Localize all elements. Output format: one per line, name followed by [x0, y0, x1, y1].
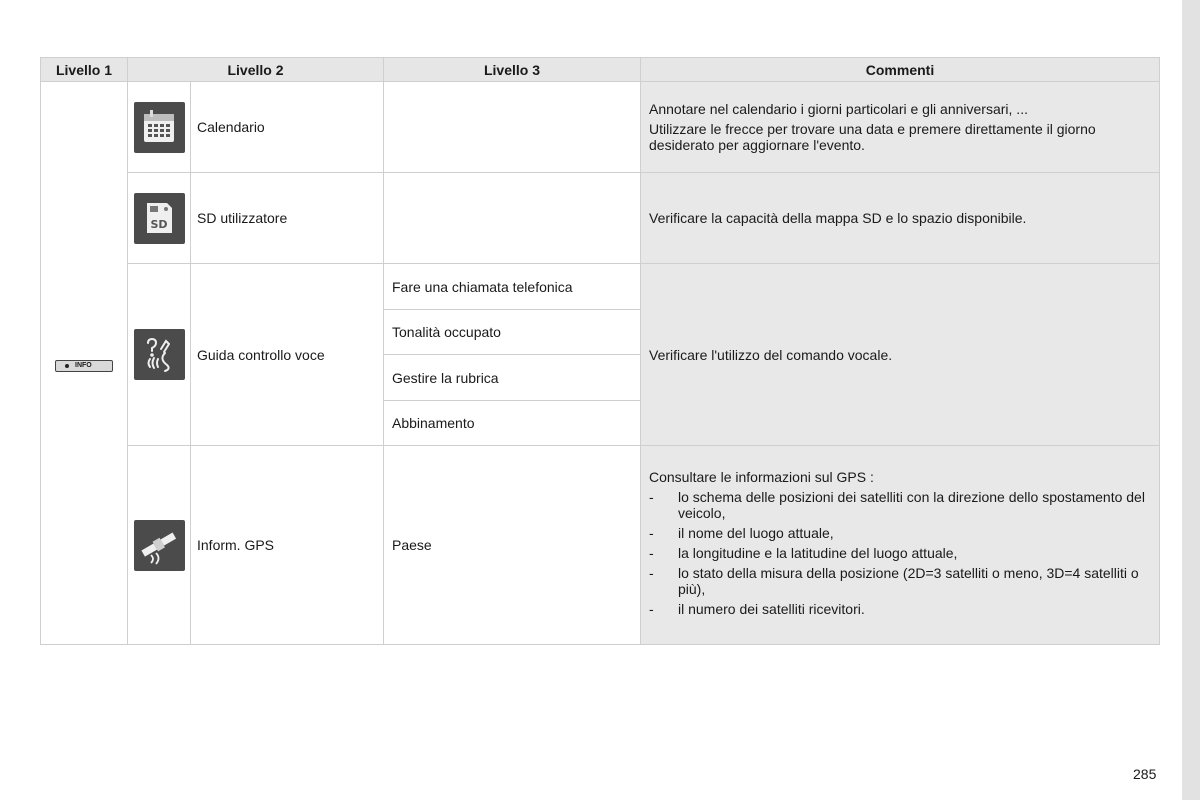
info-button-icon: [55, 360, 113, 372]
comment-line: Utilizzare le frecce per trovare una data e premere direttamente il giorno desiderato per aggiornare l'evento.: [649, 121, 1096, 153]
calendar-icon: [134, 102, 185, 153]
table-row: [41, 173, 1160, 264]
comment-calendario: [641, 82, 1160, 173]
info-button-label: INFO: [75, 362, 92, 369]
level2-label-gps: Inform. GPS: [191, 446, 384, 645]
list-item: - il nome del luogo attuale,: [649, 525, 1151, 541]
level3-empty: [384, 173, 641, 264]
list-item: - la longitudine e la latitudine del luogo attuale,: [649, 545, 1151, 561]
comment-intro: Consultare le informazioni sul GPS :: [649, 469, 874, 485]
level3-item: Gestire la rubrica: [384, 355, 641, 401]
list-item: - lo stato della misura della posizione (2D=3 satelliti o meno, 3D=4 satelliti o più),: [649, 565, 1151, 597]
list-item: - lo schema delle posizioni dei satelliti con la direzione dello spostamento del veicolo,: [649, 489, 1151, 521]
level3-empty: [384, 82, 641, 173]
header-livello-3: Livello 3: [384, 58, 641, 82]
header-livello-2: Livello 2: [128, 58, 384, 82]
table-row: [41, 264, 1160, 310]
header-livello-1: Livello 1: [41, 58, 128, 82]
level2-label-sd: SD utilizzatore: [191, 173, 384, 264]
page-edge-strip: [1182, 0, 1200, 800]
table-row: [41, 82, 1160, 173]
level3-item: Fare una chiamata telefonica: [384, 264, 641, 310]
level3-item: Tonalità occupato: [384, 310, 641, 355]
list-item: - il numero dei satelliti ricevitori.: [649, 601, 1151, 617]
level2-label-voce: Guida controllo voce: [191, 264, 384, 446]
comment-sd: Verificare la capacità della mappa SD e lo spazio disponibile.: [641, 173, 1160, 264]
svg-text:SD: SD: [150, 218, 168, 231]
header-commenti: Commenti: [641, 58, 1160, 82]
level2-label-calendario: Calendario: [191, 82, 384, 173]
gps-satellite-icon: [134, 520, 185, 571]
level3-item: Paese: [384, 446, 641, 645]
level3-item: Abbinamento: [384, 401, 641, 446]
level1-cell: [41, 82, 128, 645]
comment-gps: [641, 446, 1160, 645]
page-number: 285: [1133, 766, 1157, 782]
comment-bullet-list: [649, 489, 1151, 617]
table-header-row: [41, 58, 1160, 82]
sd-card-icon: [134, 193, 185, 244]
table-row: [41, 446, 1160, 645]
voice-command-icon: [134, 329, 185, 380]
comment-voce: Verificare l'utilizzo del comando vocale.: [641, 264, 1160, 446]
menu-table: [40, 57, 1160, 645]
comment-line: Annotare nel calendario i giorni particolari e gli anniversari, ...: [649, 101, 1028, 117]
